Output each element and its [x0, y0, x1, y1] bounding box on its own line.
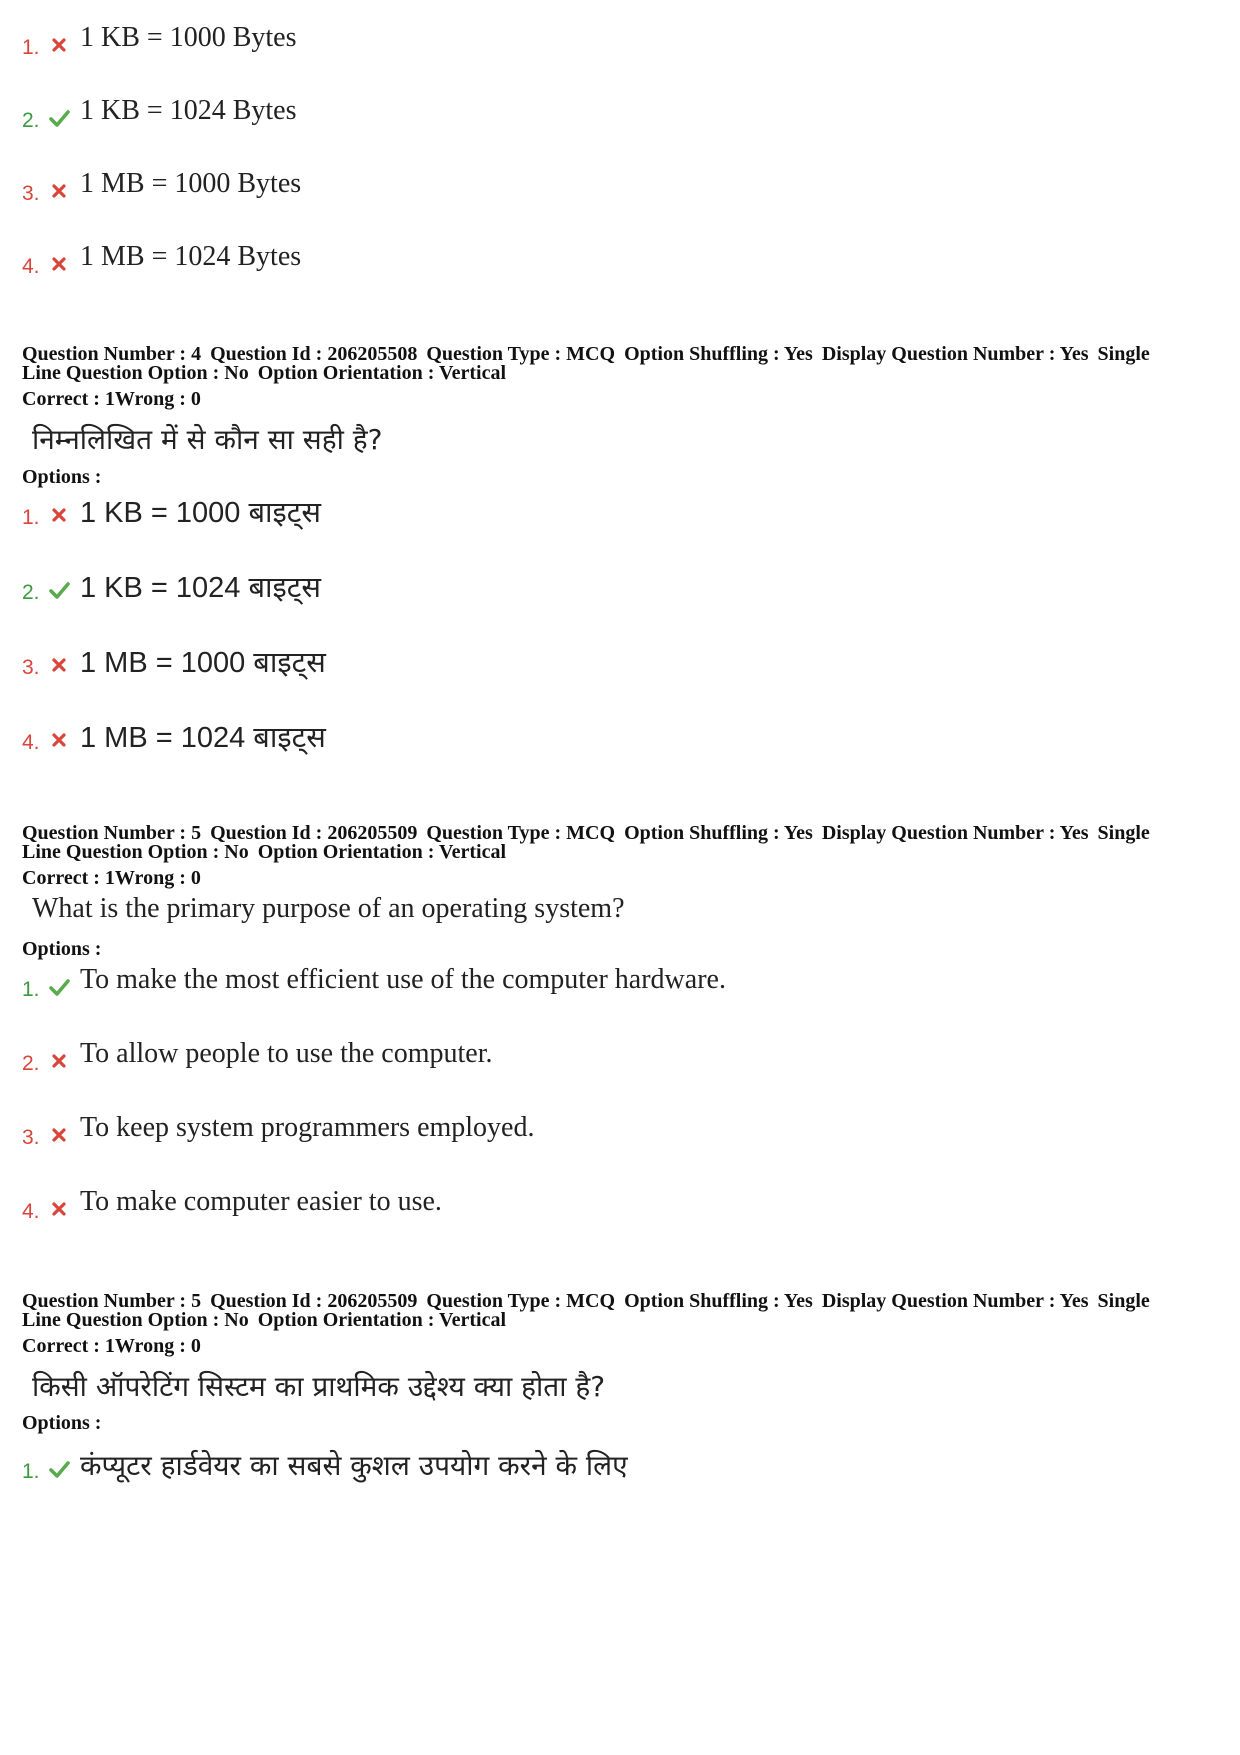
score-line	[22, 388, 201, 411]
option-text: 1 MB = 1000 बाइट्स	[80, 647, 326, 679]
option-text: कंप्यूटर हार्डवेयर का सबसे कुशल उपयोग करने के लिए	[80, 1449, 628, 1482]
option-row	[22, 642, 1122, 682]
option-number: 3.	[22, 656, 40, 679]
wrong-count: Wrong : 0	[114, 1335, 201, 1357]
option-row	[22, 241, 1122, 281]
option-text: 1 KB = 1024 Bytes	[80, 95, 297, 126]
option-number: 2.	[22, 109, 40, 132]
option-text: 1 KB = 1000 बाइट्स	[80, 497, 322, 529]
option-row	[22, 22, 1122, 62]
option-text: 1 KB = 1024 बाइट्स	[80, 572, 322, 604]
option-row	[22, 1038, 1122, 1078]
option-number: 1.	[22, 36, 40, 59]
check-icon	[48, 976, 70, 998]
cross-icon	[48, 504, 70, 526]
option-text: 1 MB = 1000 Bytes	[80, 168, 302, 199]
option-text: To allow people to use the computer.	[80, 1038, 493, 1069]
cross-icon	[48, 34, 70, 56]
correct-count: Correct : 1	[22, 388, 115, 410]
cross-icon	[48, 180, 70, 202]
option-row	[22, 1112, 1122, 1152]
option-number: 4.	[22, 255, 40, 278]
option-text: To make the most efficient use of the computer hardware.	[80, 964, 726, 995]
option-number: 3.	[22, 182, 40, 205]
option-number: 1.	[22, 506, 40, 529]
cross-icon	[48, 1124, 70, 1146]
cross-icon	[48, 1050, 70, 1072]
option-number: 4.	[22, 731, 40, 754]
score-line	[22, 867, 201, 890]
option-row	[22, 492, 1122, 532]
option-number: 4.	[22, 1200, 40, 1223]
check-icon	[48, 579, 70, 601]
question-text: निम्नलिखित में से कौन सा सही है?	[32, 423, 383, 456]
option-text: To make computer easier to use.	[80, 1186, 442, 1217]
option-number: 1.	[22, 978, 40, 1001]
question-meta-line2: Line Question Option : No Option Orientation : Vertical	[22, 1309, 507, 1331]
cross-icon	[48, 253, 70, 275]
option-text: 1 MB = 1024 बाइट्स	[80, 722, 326, 754]
correct-count: Correct : 1	[22, 867, 115, 889]
question-meta: Question Number : 5 Question Id : 206205509 Question Type : MCQ Option Shuffling : Yes Display Question Number : Yes Single	[22, 1290, 1150, 1312]
option-number: 1.	[22, 1460, 40, 1483]
option-row	[22, 567, 1122, 607]
option-row	[22, 1186, 1122, 1226]
question-text: What is the primary purpose of an operating system?	[32, 893, 625, 924]
question-meta: Question Number : 5 Question Id : 206205509 Question Type : MCQ Option Shuffling : Yes Display Question Number : Yes Single	[22, 822, 1150, 844]
options-label: Options :	[22, 938, 102, 960]
option-text: To keep system programmers employed.	[80, 1112, 535, 1143]
cross-icon	[48, 729, 70, 751]
option-number: 3.	[22, 1126, 40, 1149]
option-number: 2.	[22, 581, 40, 604]
check-icon	[48, 1458, 70, 1480]
question-text: किसी ऑपरेटिंग सिस्टम का प्राथमिक उद्देश्य क्या होता है?	[32, 1370, 606, 1403]
cross-icon	[48, 654, 70, 676]
option-text: 1 MB = 1024 Bytes	[80, 241, 302, 272]
option-row	[22, 717, 1122, 757]
correct-count: Correct : 1	[22, 1335, 115, 1357]
check-icon	[48, 107, 70, 129]
option-row	[22, 1446, 1122, 1486]
cross-icon	[48, 1198, 70, 1220]
wrong-count: Wrong : 0	[114, 867, 201, 889]
option-row	[22, 964, 1122, 1004]
option-row	[22, 168, 1122, 208]
option-number: 2.	[22, 1052, 40, 1075]
options-label: Options :	[22, 466, 102, 488]
question-meta-line2: Line Question Option : No Option Orientation : Vertical	[22, 841, 507, 863]
option-row	[22, 95, 1122, 135]
score-line	[22, 1335, 201, 1358]
option-text: 1 KB = 1000 Bytes	[80, 22, 297, 53]
wrong-count: Wrong : 0	[114, 388, 201, 410]
question-meta-line2: Line Question Option : No Option Orientation : Vertical	[22, 362, 507, 384]
question-meta: Question Number : 4 Question Id : 206205508 Question Type : MCQ Option Shuffling : Yes Display Question Number : Yes Single	[22, 343, 1150, 365]
options-label: Options :	[22, 1412, 102, 1434]
